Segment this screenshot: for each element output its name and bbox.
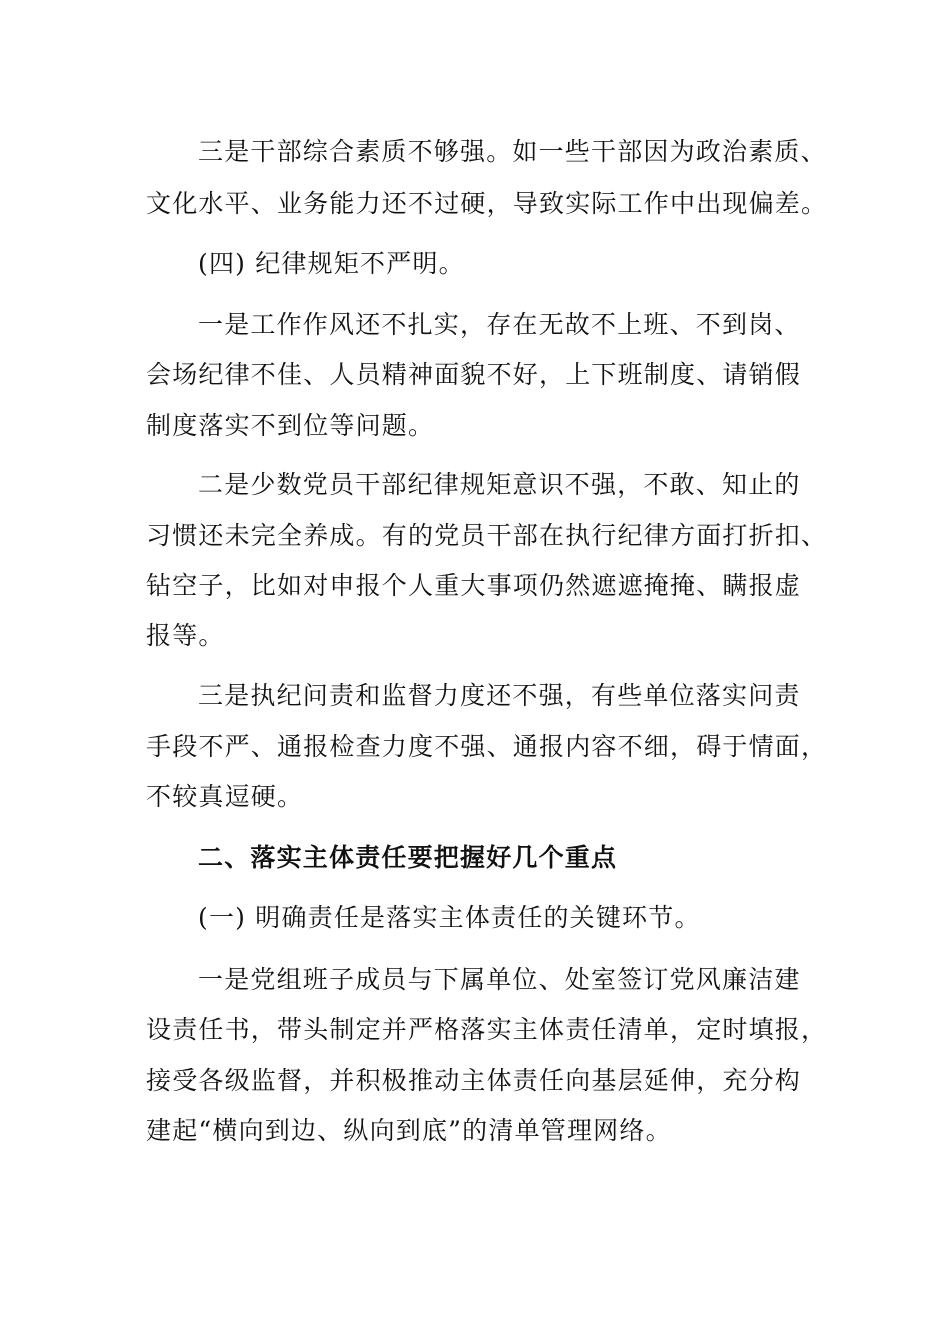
paragraph-line: 习惯还未完全养成。有的党员干部在执行纪律方面打折扣、 [146,521,828,550]
paragraph-line: 一是工作作风还不扎实，存在无故不上班、不到岗、 [198,310,801,339]
paragraph-line: 一是党组班子成员与下属单位、处室签订党风廉洁建 [198,965,801,994]
paragraph-line: 文化水平、业务能力还不过硬，导致实际工作中出现偏差。 [146,189,828,218]
paragraph-line: 二是少数党员干部纪律规矩意识不强，不敢、知止的 [198,470,801,499]
section-subheading: (四) 纪律规矩不严明。 [198,249,465,278]
paragraph-line: 接受各级监督，并积极推动主体责任向基层延伸，充分构 [146,1066,802,1095]
paragraph-line: 手段不严、通报检查力度不强、通报内容不细，碍于情面， [146,732,828,761]
paragraph-line: 会场纪律不佳、人员精神面貌不好，上下班制度、请销假 [146,360,802,389]
section-heading: 二、落实主体责任要把握好几个重点 [198,843,618,872]
paragraph-line: 报等。 [146,621,225,650]
paragraph-line: 钻空子，比如对申报个人重大事项仍然遮遮掩掩、瞒报虚 [146,571,802,600]
paragraph-line: 设责任书，带头制定并严格落实主体责任清单，定时填报， [146,1015,828,1044]
section-subheading: (一) 明确责任是落实主体责任的关键环节。 [198,903,701,932]
paragraph-line: 建起“横向到边、纵向到底”的清单管理网络。 [146,1116,672,1145]
paragraph-line: 三是执纪问责和监督力度还不强，有些单位落实问责 [198,681,801,710]
paragraph-line: 不较真逗硬。 [146,782,304,811]
paragraph-line: 三是干部综合素质不够强。如一些干部因为政治素质、 [198,137,827,166]
paragraph-line: 制度落实不到位等问题。 [146,411,435,440]
